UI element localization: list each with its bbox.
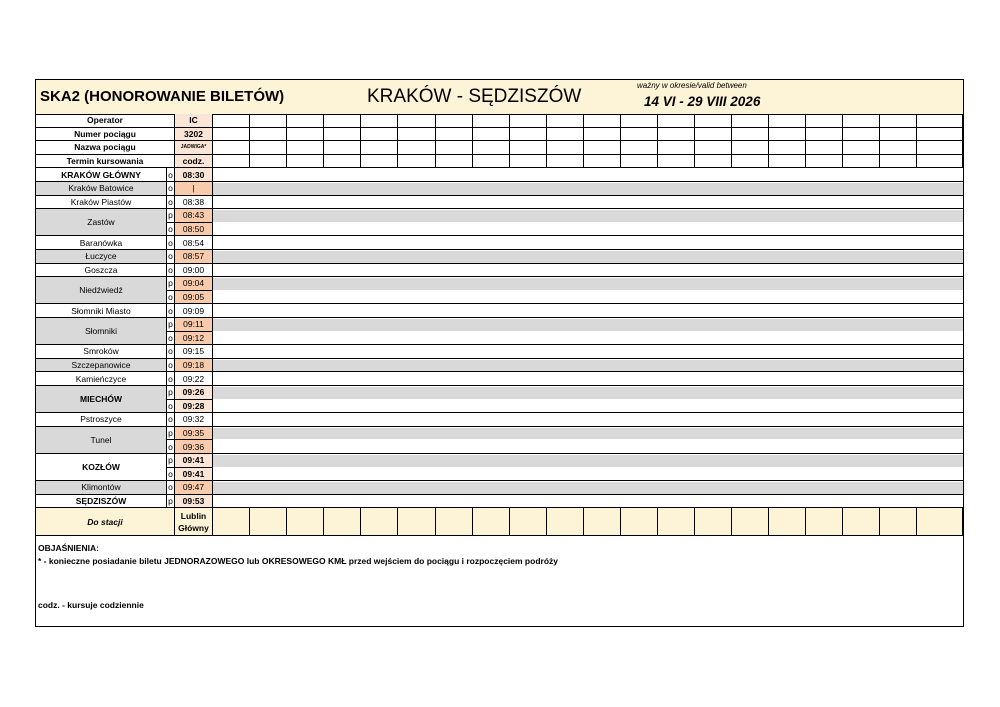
empty-cell — [324, 508, 361, 536]
stop-time: 09:22 — [175, 372, 213, 386]
empty-cell — [769, 128, 806, 142]
empty-cell — [695, 114, 732, 128]
row-rule — [213, 371, 963, 372]
row-rule — [213, 344, 963, 345]
stop-type: o — [167, 413, 175, 427]
empty-cell — [769, 155, 806, 169]
empty-cell — [732, 141, 769, 155]
empty-row-band — [213, 469, 963, 481]
station-name: MIECHÓW — [36, 386, 167, 413]
empty-cell — [658, 155, 695, 169]
empty-cell — [732, 114, 769, 128]
row-rule — [213, 453, 963, 454]
stop-time: 09:09 — [175, 304, 213, 318]
station-name: Niedźwiedź — [36, 277, 167, 304]
empty-cell — [658, 128, 695, 142]
station-name: Łuczyce — [36, 250, 167, 264]
empty-row-band — [213, 251, 963, 263]
station-name: KOZŁÓW — [36, 454, 167, 481]
stop-time: 08:30 — [175, 168, 213, 182]
row-rule — [213, 195, 963, 196]
empty-row-band — [213, 305, 963, 317]
empty-cell — [287, 141, 324, 155]
destination-label: Do stacji — [36, 508, 175, 536]
stop-type: o — [167, 372, 175, 386]
empty-cell — [843, 508, 880, 536]
notes-section — [36, 540, 963, 626]
stop-time: 09:47 — [175, 481, 213, 495]
empty-cell — [621, 141, 658, 155]
row-rule — [213, 385, 963, 386]
info-value: 3202 — [175, 128, 213, 142]
empty-cell — [880, 141, 917, 155]
station-name: Goszcza — [36, 264, 167, 278]
empty-cell — [843, 155, 880, 169]
empty-row-band — [213, 373, 963, 385]
info-label: Nazwa pociągu — [36, 141, 175, 155]
empty-cell — [917, 141, 963, 155]
stop-time: 08:54 — [175, 236, 213, 250]
empty-cell — [473, 508, 510, 536]
station-name: Klimontów — [36, 481, 167, 495]
empty-cell — [695, 128, 732, 142]
empty-cell — [324, 141, 361, 155]
empty-cell — [398, 141, 436, 155]
stop-time: 08:38 — [175, 196, 213, 210]
empty-cell — [732, 508, 769, 536]
station-name: SĘDZISZÓW — [36, 495, 167, 509]
info-label: Operator — [36, 114, 175, 128]
stop-type: o — [167, 332, 175, 346]
empty-cell — [769, 508, 806, 536]
info-value: JADWIGA* — [175, 141, 213, 155]
empty-cell — [361, 155, 398, 169]
empty-row-band — [213, 278, 963, 290]
stop-time: 09:41 — [175, 454, 213, 468]
empty-cell — [732, 155, 769, 169]
destination-value: Lublin Główny — [175, 508, 213, 536]
empty-cell — [287, 508, 324, 536]
row-rule — [213, 181, 963, 182]
empty-cell — [213, 114, 250, 128]
empty-row-band — [213, 197, 963, 209]
row-rule — [213, 235, 963, 236]
stop-time: 09:36 — [175, 440, 213, 454]
empty-cell — [510, 508, 547, 536]
stop-time: 09:05 — [175, 291, 213, 305]
empty-row-band — [213, 455, 963, 467]
row-rule — [213, 208, 963, 209]
empty-cell — [621, 114, 658, 128]
info-label: Termin kursowania — [36, 155, 175, 169]
timetable-sheet — [35, 79, 964, 627]
empty-cell — [473, 155, 510, 169]
station-name: Zastów — [36, 209, 167, 236]
stop-type: p — [167, 427, 175, 441]
stop-time: 09:32 — [175, 413, 213, 427]
empty-row-band — [213, 387, 963, 399]
empty-cell — [584, 114, 621, 128]
empty-row-band — [213, 496, 963, 508]
empty-cell — [584, 128, 621, 142]
stop-type: o — [167, 168, 175, 182]
empty-cell — [695, 141, 732, 155]
row-rule — [213, 426, 963, 427]
stop-type: p — [167, 277, 175, 291]
empty-row-band — [213, 441, 963, 453]
stop-time: 09:00 — [175, 264, 213, 278]
station-name: Słomniki Miasto — [36, 304, 167, 318]
row-rule — [213, 412, 963, 413]
empty-cell — [917, 155, 963, 169]
empty-cell — [250, 155, 287, 169]
empty-cell — [510, 114, 547, 128]
empty-cell — [436, 128, 473, 142]
note-line-2: codz. - kursuje codziennie — [38, 600, 144, 610]
empty-cell — [695, 508, 732, 536]
empty-cell — [658, 141, 695, 155]
empty-cell — [398, 155, 436, 169]
empty-cell — [398, 508, 436, 536]
row-rule — [213, 494, 963, 495]
stop-type: o — [167, 250, 175, 264]
empty-cell — [213, 508, 250, 536]
empty-cell — [917, 114, 963, 128]
stop-type: p — [167, 209, 175, 223]
empty-cell — [213, 155, 250, 169]
row-rule — [213, 358, 963, 359]
note-line-1: * - konieczne posiadanie biletu JEDNORAZOWEGO lub OKRESOWEGO KMŁ przed wejściem do pociągu i rozpoczęciem podróży — [38, 556, 558, 566]
empty-row-band — [213, 428, 963, 440]
stop-time: 09:53 — [175, 495, 213, 509]
route-title: KRAKÓW - SĘDZISZÓW — [367, 86, 582, 107]
stop-type: o — [167, 481, 175, 495]
stop-time: 09:28 — [175, 400, 213, 414]
empty-cell — [917, 508, 963, 536]
info-value: IC — [175, 114, 213, 128]
empty-cell — [361, 128, 398, 142]
empty-cell — [843, 141, 880, 155]
stop-type: p — [167, 495, 175, 509]
empty-cell — [806, 114, 843, 128]
stop-type: o — [167, 400, 175, 414]
stop-type: o — [167, 440, 175, 454]
empty-cell — [843, 114, 880, 128]
notes-heading: OBJAŚNIENIA: — [38, 543, 99, 553]
empty-cell — [473, 141, 510, 155]
empty-cell — [398, 128, 436, 142]
empty-cell — [769, 141, 806, 155]
empty-cell — [547, 141, 584, 155]
empty-cell — [213, 141, 250, 155]
info-value: codz. — [175, 155, 213, 169]
stop-time: 08:43 — [175, 209, 213, 223]
empty-cell — [806, 155, 843, 169]
row-rule — [213, 480, 963, 481]
empty-cell — [436, 155, 473, 169]
empty-row-band — [213, 346, 963, 358]
empty-row-band — [213, 319, 963, 331]
empty-row-band — [213, 292, 963, 304]
empty-cell — [250, 508, 287, 536]
station-name: Baranówka — [36, 236, 167, 250]
empty-cell — [287, 114, 324, 128]
empty-row-band — [213, 183, 963, 195]
empty-row-band — [213, 414, 963, 426]
stop-type: o — [167, 291, 175, 305]
empty-row-band — [213, 169, 963, 181]
empty-cell — [324, 155, 361, 169]
empty-cell — [324, 114, 361, 128]
valid-label: ważny w okresie/valid between — [637, 81, 747, 90]
station-name: Kraków Piastów — [36, 196, 167, 210]
empty-cell — [250, 141, 287, 155]
empty-cell — [584, 155, 621, 169]
stop-type: o — [167, 223, 175, 237]
empty-cell — [621, 508, 658, 536]
empty-cell — [510, 155, 547, 169]
empty-cell — [287, 128, 324, 142]
empty-cell — [806, 141, 843, 155]
empty-cell — [547, 128, 584, 142]
empty-cell — [806, 128, 843, 142]
station-name: Kamieńczyce — [36, 372, 167, 386]
empty-cell — [547, 155, 584, 169]
empty-cell — [584, 508, 621, 536]
empty-row-band — [213, 224, 963, 236]
empty-cell — [547, 508, 584, 536]
stop-time: 09:12 — [175, 332, 213, 346]
empty-row-band — [213, 360, 963, 372]
row-rule — [213, 249, 963, 250]
row-rule — [213, 263, 963, 264]
empty-cell — [436, 508, 473, 536]
empty-cell — [547, 114, 584, 128]
stop-time: 08:50 — [175, 223, 213, 237]
empty-cell — [880, 128, 917, 142]
empty-cell — [473, 114, 510, 128]
empty-cell — [361, 114, 398, 128]
stop-type: o — [167, 359, 175, 373]
stop-type: p — [167, 454, 175, 468]
stop-type: o — [167, 304, 175, 318]
empty-cell — [880, 114, 917, 128]
stop-time: 09:18 — [175, 359, 213, 373]
empty-cell — [658, 114, 695, 128]
timetable-title: SKA2 (HONOROWANIE BILETÓW) — [40, 88, 285, 105]
stop-time: 09:15 — [175, 345, 213, 359]
empty-cell — [917, 128, 963, 142]
empty-cell — [732, 128, 769, 142]
stop-time: | — [175, 182, 213, 196]
stop-type: o — [167, 264, 175, 278]
station-name: Szczepanowice — [36, 359, 167, 373]
stop-time: 09:35 — [175, 427, 213, 441]
empty-cell — [324, 128, 361, 142]
empty-cell — [621, 155, 658, 169]
empty-cell — [398, 114, 436, 128]
station-name: Tunel — [36, 427, 167, 454]
empty-cell — [436, 114, 473, 128]
empty-cell — [843, 128, 880, 142]
empty-row-band — [213, 237, 963, 249]
row-rule — [213, 276, 963, 277]
empty-cell — [658, 508, 695, 536]
empty-cell — [510, 128, 547, 142]
stop-type: o — [167, 468, 175, 482]
stop-type: o — [167, 236, 175, 250]
empty-cell — [695, 155, 732, 169]
empty-cell — [769, 114, 806, 128]
stop-time: 09:11 — [175, 318, 213, 332]
stop-time: 08:57 — [175, 250, 213, 264]
empty-cell — [250, 114, 287, 128]
stop-type: o — [167, 182, 175, 196]
empty-row-band — [213, 482, 963, 494]
empty-cell — [880, 508, 917, 536]
empty-cell — [361, 508, 398, 536]
empty-row-band — [213, 401, 963, 413]
station-name: KRAKÓW GŁÓWNY — [36, 168, 167, 182]
valid-dates: 14 VI - 29 VIII 2026 — [644, 94, 761, 109]
empty-cell — [510, 141, 547, 155]
row-rule — [213, 303, 963, 304]
stop-type: p — [167, 318, 175, 332]
empty-row-band — [213, 265, 963, 277]
empty-cell — [473, 128, 510, 142]
stop-type: o — [167, 196, 175, 210]
empty-cell — [584, 141, 621, 155]
station-name: Kraków Batowice — [36, 182, 167, 196]
timetable-grid — [36, 114, 963, 539]
empty-cell — [213, 128, 250, 142]
row-rule — [213, 317, 963, 318]
empty-row-band — [213, 210, 963, 222]
stop-time: 09:04 — [175, 277, 213, 291]
stop-time: 09:41 — [175, 468, 213, 482]
empty-row-band — [213, 333, 963, 345]
stop-type: p — [167, 386, 175, 400]
station-name: Pstroszyce — [36, 413, 167, 427]
empty-cell — [436, 141, 473, 155]
empty-cell — [880, 155, 917, 169]
empty-cell — [250, 128, 287, 142]
station-name: Smroków — [36, 345, 167, 359]
stop-type: o — [167, 345, 175, 359]
empty-cell — [287, 155, 324, 169]
stop-time: 09:26 — [175, 386, 213, 400]
title-band — [36, 80, 963, 115]
info-label: Numer pociągu — [36, 128, 175, 142]
station-name: Słomniki — [36, 318, 167, 345]
empty-cell — [361, 141, 398, 155]
empty-cell — [621, 128, 658, 142]
empty-cell — [806, 508, 843, 536]
